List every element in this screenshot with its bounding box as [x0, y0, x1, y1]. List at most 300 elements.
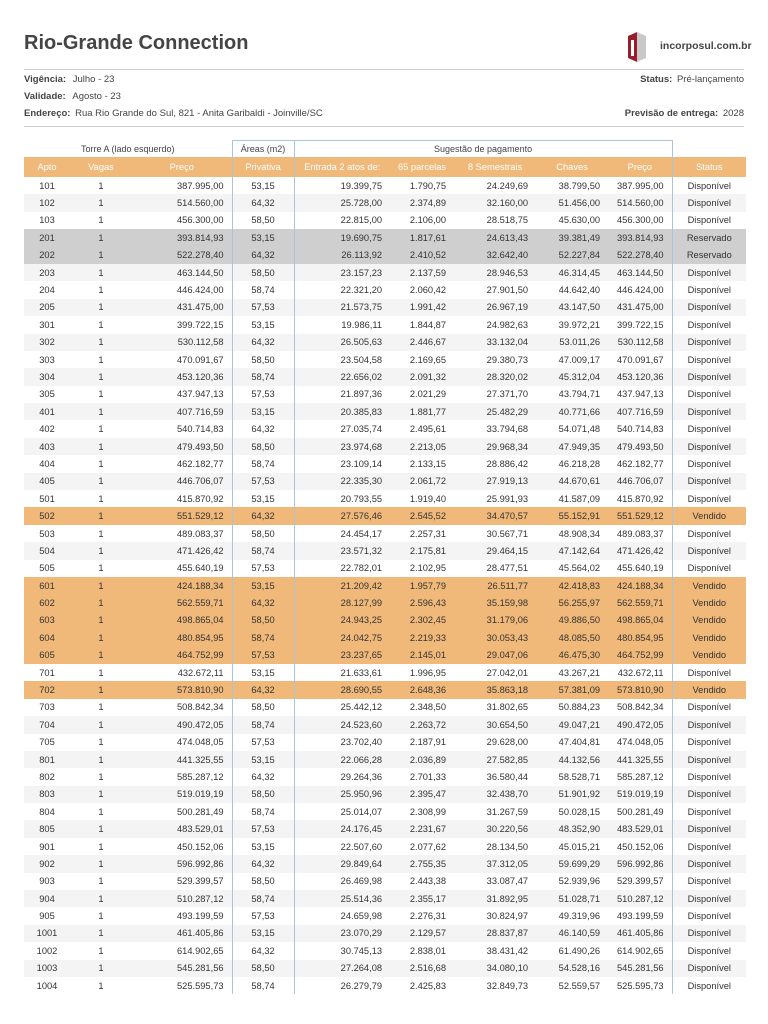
cell-preco: 596.992,86	[132, 855, 232, 872]
cell-preco: 540.714,83	[177, 424, 224, 435]
cell-apto: 203	[24, 264, 70, 281]
cell-apto: 405	[24, 473, 70, 490]
cell-vagas: 1	[70, 820, 132, 837]
cell-entrada: 23.571,32	[294, 542, 390, 559]
cell-semestrais: 29.047,06	[454, 647, 536, 664]
cell-preco: 525.595,73	[177, 980, 224, 991]
cell-preco: 493.199,59	[177, 911, 224, 922]
cell-privativa: 58,74	[232, 542, 294, 559]
table-row	[24, 734, 746, 751]
cell-semestrais: 27.042,01	[486, 667, 529, 678]
cell-preco-total: 489.083,37	[617, 528, 664, 539]
cell-semestrais: 28.477,51	[486, 563, 529, 574]
cell-entrada: 20.793,55	[340, 493, 383, 504]
cell-preco: 393.814,93	[132, 229, 232, 246]
cell-semestrais: 30.567,71	[486, 528, 529, 539]
page-header	[0, 0, 768, 70]
cell-privativa: 57,53	[232, 473, 294, 490]
cell-privativa: 58,50	[232, 212, 294, 229]
cell-entrada: 22.335,30	[294, 473, 390, 490]
cell-entrada: 28.127,99	[294, 594, 390, 611]
cell-privativa: 53,15	[232, 925, 294, 942]
cell-preco-total: 399.722,15	[617, 319, 664, 330]
cell-preco: 573.810,90	[132, 681, 232, 698]
cell-vagas: 1	[98, 563, 104, 574]
cell-preco-total: 453.120,36	[608, 368, 672, 385]
cell-status: Disponível	[672, 490, 746, 507]
cell-preco-total: 614.902,65	[617, 945, 664, 956]
cell-preco-total: 463.144,50	[608, 264, 672, 281]
table-row	[24, 455, 746, 472]
cell-parcelas: 2.374,89	[390, 194, 454, 211]
cell-parcelas: 2.302,45	[390, 612, 454, 629]
col-status: Status	[672, 157, 746, 177]
cell-parcelas: 2.410,52	[390, 247, 454, 264]
cell-chaves: 61.490,26	[558, 945, 601, 956]
cell-entrada: 29.264,36	[340, 771, 383, 782]
group-header-row	[24, 141, 746, 158]
cell-status: Disponível	[672, 316, 746, 333]
col-vagas: Vagas	[70, 157, 132, 177]
col-preco: Preço	[132, 157, 232, 177]
cell-chaves: 51.456,00	[536, 194, 608, 211]
cell-entrada: 25.950,96	[294, 786, 390, 803]
cell-preco: 464.752,99	[132, 647, 232, 664]
cell-apto: 304	[24, 368, 70, 385]
cell-preco: 470.091,67	[177, 354, 224, 365]
cell-semestrais: 27.919,13	[454, 473, 536, 490]
cell-vagas: 1	[70, 334, 132, 351]
cell-preco-total: 525.595,73	[617, 980, 664, 991]
cell-semestrais: 32.438,70	[454, 786, 536, 803]
cell-semestrais: 28.320,02	[454, 368, 536, 385]
cell-preco: 514.560,00	[132, 194, 232, 211]
table-row	[24, 334, 746, 351]
cell-status: Disponível	[672, 768, 746, 785]
cell-chaves: 52.559,57	[558, 980, 601, 991]
cell-preco: 529.399,57	[177, 876, 224, 887]
cell-preco-total: 498.865,04	[608, 612, 672, 629]
cell-parcelas: 2.395,47	[390, 786, 454, 803]
cell-chaves: 54.071,48	[558, 424, 601, 435]
cell-semestrais: 26.967,19	[454, 299, 536, 316]
cell-vagas: 1	[98, 493, 104, 504]
cell-status: Disponível	[672, 855, 746, 872]
cell-semestrais: 24.613,43	[454, 229, 536, 246]
table-row	[24, 577, 746, 594]
cell-semestrais: 29.628,00	[486, 737, 529, 748]
cell-entrada: 23.504,58	[340, 354, 383, 365]
cell-privativa: 58,74	[232, 455, 294, 472]
cell-semestrais: 38.431,42	[486, 945, 529, 956]
cell-entrada: 19.986,11	[341, 319, 383, 330]
cell-privativa: 64,32	[232, 768, 294, 785]
cell-parcelas: 2.648,36	[390, 681, 454, 698]
cell-status: Disponível	[672, 264, 746, 281]
cell-privativa: 64,32	[232, 334, 294, 351]
cell-entrada: 21.897,36	[340, 389, 383, 400]
cell-entrada: 27.035,74	[340, 424, 383, 435]
cell-status: Reservado	[672, 229, 746, 246]
cell-preco-total: 424.188,34	[608, 577, 672, 594]
cell-preco: 551.529,12	[132, 507, 232, 524]
cell-preco: 508.842,34	[177, 702, 224, 713]
cell-status: Disponível	[672, 525, 746, 542]
table-row	[24, 629, 746, 646]
cell-apto: 604	[24, 629, 70, 646]
cell-preco: 432.672,11	[177, 667, 224, 678]
cell-vagas: 1	[70, 786, 132, 803]
cell-status: Disponível	[672, 368, 746, 385]
cell-chaves: 52.939,96	[558, 876, 601, 887]
cell-vagas: 1	[70, 960, 132, 977]
cell-preco: 424.188,34	[132, 577, 232, 594]
cell-vagas: 1	[70, 264, 132, 281]
cell-semestrais: 36.580,44	[486, 771, 529, 782]
cell-vagas: 1	[70, 473, 132, 490]
cell-semestrais: 31.267,59	[486, 806, 529, 817]
cell-preco: 407.716,59	[132, 403, 232, 420]
cell-semestrais: 30.824,97	[486, 911, 529, 922]
cell-status: Disponível	[672, 699, 746, 716]
cell-preco: 585.287,12	[177, 771, 224, 782]
cell-preco-total: 387.995,00	[617, 180, 664, 191]
cell-parcelas: 1.957,79	[390, 577, 454, 594]
cell-preco-total: 471.426,42	[608, 542, 672, 559]
cell-privativa: 64,32	[232, 507, 294, 524]
col-semestrais: 8 Semestrais	[454, 157, 536, 177]
cell-privativa: 53,15	[232, 403, 294, 420]
cell-apto: 1004	[36, 980, 58, 991]
cell-preco: 471.426,42	[132, 542, 232, 559]
cell-status: Disponível	[672, 542, 746, 559]
cell-privativa: 53,15	[232, 490, 294, 507]
cell-preco-total: 393.814,93	[608, 229, 672, 246]
cell-apto: 702	[24, 681, 70, 698]
cell-parcelas: 2.516,68	[390, 960, 454, 977]
cell-preco-total: 519.019,19	[608, 786, 672, 803]
cell-apto: 301	[39, 319, 55, 330]
table-row	[24, 647, 746, 664]
table-body	[24, 177, 746, 994]
cell-privativa: 64,32	[232, 594, 294, 611]
cell-apto: 505	[39, 563, 55, 574]
cell-status: Disponível	[672, 420, 746, 437]
cell-vagas: 1	[70, 629, 132, 646]
table-row	[24, 820, 746, 837]
cell-parcelas: 2.175,81	[390, 542, 454, 559]
cell-privativa: 64,32	[232, 681, 294, 698]
cell-preco-total: 508.842,34	[617, 702, 664, 713]
cell-status: Disponível	[672, 803, 746, 820]
table-row	[24, 386, 746, 403]
cell-preco-total: 562.559,71	[608, 594, 672, 611]
cell-semestrais: 28.837,87	[454, 925, 536, 942]
cell-chaves: 44.670,61	[536, 473, 608, 490]
cell-chaves: 43.147,50	[536, 299, 608, 316]
cell-privativa: 58,50	[232, 351, 294, 368]
cell-vagas: 1	[98, 876, 104, 887]
cell-status: Disponível	[672, 194, 746, 211]
cell-parcelas: 2.257,31	[409, 528, 447, 539]
table-row	[24, 420, 746, 437]
cell-vagas: 1	[70, 612, 132, 629]
table-row	[24, 194, 746, 211]
cell-privativa: 58,74	[232, 803, 294, 820]
cell-preco: 441.325,55	[132, 751, 232, 768]
cell-semestrais: 29.464,15	[454, 542, 536, 559]
cell-entrada: 24.176,45	[294, 820, 390, 837]
cell-chaves: 43.794,71	[558, 389, 601, 400]
cell-status: Disponível	[672, 977, 746, 994]
cell-vagas: 1	[70, 647, 132, 664]
cell-chaves: 43.267,21	[558, 667, 601, 678]
cell-vagas: 1	[98, 354, 104, 365]
previsao-label: Previsão de entrega:	[624, 108, 719, 119]
cell-preco: 387.995,00	[177, 180, 224, 191]
cell-parcelas: 1.881,77	[390, 403, 454, 420]
header-divider	[24, 69, 744, 70]
cell-chaves: 46.140,59	[536, 925, 608, 942]
cell-chaves: 52.227,84	[536, 247, 608, 264]
cell-vagas: 1	[70, 368, 132, 385]
cell-semestrais: 33.794,68	[486, 424, 529, 435]
cell-privativa: 64,32	[232, 194, 294, 211]
cell-vagas: 1	[98, 285, 104, 296]
cell-vagas: 1	[70, 716, 132, 733]
cell-preco-total: 461.405,86	[608, 925, 672, 942]
table-row	[24, 473, 746, 490]
cell-chaves: 47.949,35	[536, 438, 608, 455]
cell-preco: 614.902,65	[177, 945, 224, 956]
cell-semestrais: 31.892,95	[454, 890, 536, 907]
cell-entrada: 26.279,79	[340, 980, 383, 991]
cell-entrada: 25.728,00	[294, 194, 390, 211]
cell-entrada: 29.849,64	[294, 855, 390, 872]
column-header-row	[24, 157, 746, 177]
cell-chaves: 44.642,40	[558, 285, 601, 296]
table-row	[24, 507, 746, 524]
cell-privativa: 57,53	[232, 647, 294, 664]
cell-semestrais: 28.946,53	[454, 264, 536, 281]
cell-parcelas: 2.169,65	[409, 354, 447, 365]
cell-apto: 1003	[24, 960, 70, 977]
table-row	[24, 786, 746, 803]
cell-vagas: 1	[70, 247, 132, 264]
cell-apto: 701	[39, 667, 55, 678]
cell-preco-total: 545.281,56	[608, 960, 672, 977]
cell-apto: 302	[24, 334, 70, 351]
cell-apto: 501	[39, 493, 55, 504]
table-row	[24, 542, 746, 559]
cell-vagas: 1	[70, 890, 132, 907]
cell-semestrais: 34.470,57	[454, 507, 536, 524]
col-entrada: Entrada 2 atos de:	[294, 157, 390, 177]
cell-preco-total: 474.048,05	[617, 737, 664, 748]
cell-entrada: 21.209,42	[294, 577, 390, 594]
cell-parcelas: 2.133,15	[409, 458, 447, 469]
table-row	[24, 907, 746, 924]
cell-entrada: 27.576,46	[294, 507, 390, 524]
cell-privativa: 58,74	[232, 629, 294, 646]
table-row	[24, 942, 746, 959]
cell-status: Disponível	[672, 334, 746, 351]
cell-privativa: 57,53	[232, 299, 294, 316]
cell-vagas: 1	[98, 980, 104, 991]
cell-parcelas: 2.755,35	[390, 855, 454, 872]
cell-entrada: 19.690,75	[294, 229, 390, 246]
cell-preco: 510.287,12	[132, 890, 232, 907]
cell-preco-total: 551.529,12	[608, 507, 672, 524]
cell-preco: 562.559,71	[132, 594, 232, 611]
cell-semestrais: 29.968,34	[454, 438, 536, 455]
cell-status: Disponível	[672, 734, 746, 751]
col-parcelas: 65 parcelas	[390, 157, 454, 177]
group-sugestao: Sugestão de pagamento	[294, 141, 672, 158]
cell-status: Disponível	[672, 281, 746, 298]
cell-vagas: 1	[70, 542, 132, 559]
cell-parcelas: 2.446,67	[390, 334, 454, 351]
cell-semestrais: 27.901,50	[486, 285, 529, 296]
table-row	[24, 212, 746, 229]
cell-status: Disponível	[672, 664, 746, 681]
cell-chaves: 38.799,50	[558, 180, 601, 191]
cell-vagas: 1	[98, 667, 104, 678]
cell-preco: 500.281,49	[177, 806, 224, 817]
cell-preco-total: 456.300,00	[617, 215, 664, 226]
cell-chaves: 45.015,21	[558, 841, 601, 852]
cell-semestrais: 33.132,04	[454, 334, 536, 351]
cell-chaves: 46.475,30	[536, 647, 608, 664]
cell-vagas: 1	[70, 299, 132, 316]
vigencia-value: Julho - 23	[72, 74, 115, 85]
cell-apto: 603	[24, 612, 70, 629]
cell-chaves: 41.587,09	[558, 493, 601, 504]
cell-semestrais: 35.159,98	[454, 594, 536, 611]
cell-preco: 522.278,40	[132, 247, 232, 264]
table-row	[24, 890, 746, 907]
cell-vagas: 1	[70, 194, 132, 211]
cell-semestrais: 28.886,42	[486, 458, 529, 469]
cell-privativa: 57,53	[232, 734, 294, 751]
cell-entrada: 27.264,08	[294, 960, 390, 977]
cell-status: Disponível	[672, 351, 746, 368]
cell-semestrais: 37.312,05	[454, 855, 536, 872]
table-row	[24, 247, 746, 264]
cell-chaves: 50.884,23	[558, 702, 601, 713]
cell-semestrais: 28.518,75	[486, 215, 529, 226]
cell-vagas: 1	[98, 528, 104, 539]
cell-vagas: 1	[98, 841, 104, 852]
cell-vagas: 1	[98, 180, 104, 191]
cell-entrada: 26.469,98	[340, 876, 383, 887]
cell-parcelas: 2.596,43	[390, 594, 454, 611]
cell-status: Disponível	[672, 890, 746, 907]
table-row	[24, 838, 746, 855]
cell-preco-total: 490.472,05	[608, 716, 672, 733]
cell-preco: 446.424,00	[177, 285, 224, 296]
cell-apto: 703	[39, 702, 55, 713]
cell-privativa: 58,50	[232, 699, 294, 716]
cell-parcelas: 2.129,57	[390, 925, 454, 942]
table-row	[24, 977, 746, 994]
cell-semestrais: 24.982,63	[486, 319, 529, 330]
cell-parcelas: 2.102,95	[409, 563, 447, 574]
validade-label: Validade:	[24, 91, 66, 102]
table-row	[24, 768, 746, 785]
validade-value: Agosto - 23	[72, 91, 121, 102]
cell-preco-total: 450.152,06	[617, 841, 664, 852]
cell-vagas: 1	[70, 594, 132, 611]
cell-privativa: 58,50	[232, 525, 294, 542]
cell-preco: 437.947,13	[177, 389, 224, 400]
cell-preco: 399.722,15	[177, 319, 224, 330]
cell-apto: 602	[24, 594, 70, 611]
cell-entrada: 24.042,75	[294, 629, 390, 646]
cell-entrada: 22.782,01	[340, 563, 383, 574]
cell-semestrais: 32.642,40	[454, 247, 536, 264]
table-row	[24, 751, 746, 768]
cell-preco: 530.112,58	[132, 334, 232, 351]
cell-vagas: 1	[70, 577, 132, 594]
cell-semestrais: 35.863,18	[454, 681, 536, 698]
table-row	[24, 264, 746, 281]
cell-parcelas: 2.425,83	[409, 980, 447, 991]
table-row	[24, 960, 746, 977]
vigencia-line	[24, 74, 114, 85]
cell-apto: 801	[24, 751, 70, 768]
cell-entrada: 22.815,00	[340, 215, 383, 226]
cell-entrada: 26.113,92	[294, 247, 390, 264]
cell-parcelas: 2.308,99	[409, 806, 447, 817]
cell-parcelas: 2.021,29	[409, 389, 447, 400]
cell-preco-total: 540.714,83	[617, 424, 664, 435]
cell-chaves: 59.699,29	[536, 855, 608, 872]
cell-vagas: 1	[98, 702, 104, 713]
cell-privativa: 53,15	[232, 664, 294, 681]
cell-semestrais: 30.654,50	[454, 716, 536, 733]
group-torre: Torre A (lado esquerdo)	[80, 143, 175, 154]
cell-entrada: 23.070,29	[294, 925, 390, 942]
cell-privativa: 57,53	[232, 560, 294, 577]
cell-privativa: 58,74	[232, 281, 294, 298]
cell-entrada: 23.109,14	[340, 458, 383, 469]
cell-chaves: 46.314,45	[536, 264, 608, 281]
cell-chaves: 57.381,09	[536, 681, 608, 698]
cell-entrada: 24.943,25	[294, 612, 390, 629]
cell-privativa: 53,15	[232, 751, 294, 768]
status-line	[640, 74, 744, 85]
col-privativa: Privativa	[232, 157, 294, 177]
cell-preco-total: 522.278,40	[608, 247, 672, 264]
cell-entrada: 24.523,60	[294, 716, 390, 733]
cell-parcelas: 2.137,59	[390, 264, 454, 281]
cell-apto: 404	[39, 458, 55, 469]
cell-status: Vendido	[672, 629, 746, 646]
cell-entrada: 24.659,98	[340, 911, 383, 922]
cell-privativa: 58,74	[232, 977, 294, 994]
cell-preco-total: 415.870,92	[617, 493, 664, 504]
cell-preco: 474.048,05	[177, 737, 224, 748]
cell-status: Reservado	[672, 247, 746, 264]
cell-semestrais: 24.249,69	[486, 180, 529, 191]
cell-chaves: 39.381,49	[536, 229, 608, 246]
table-row	[24, 299, 746, 316]
table-row	[24, 438, 746, 455]
cell-apto: 704	[24, 716, 70, 733]
cell-preco: 450.152,06	[177, 841, 224, 852]
cell-vagas: 1	[98, 424, 104, 435]
